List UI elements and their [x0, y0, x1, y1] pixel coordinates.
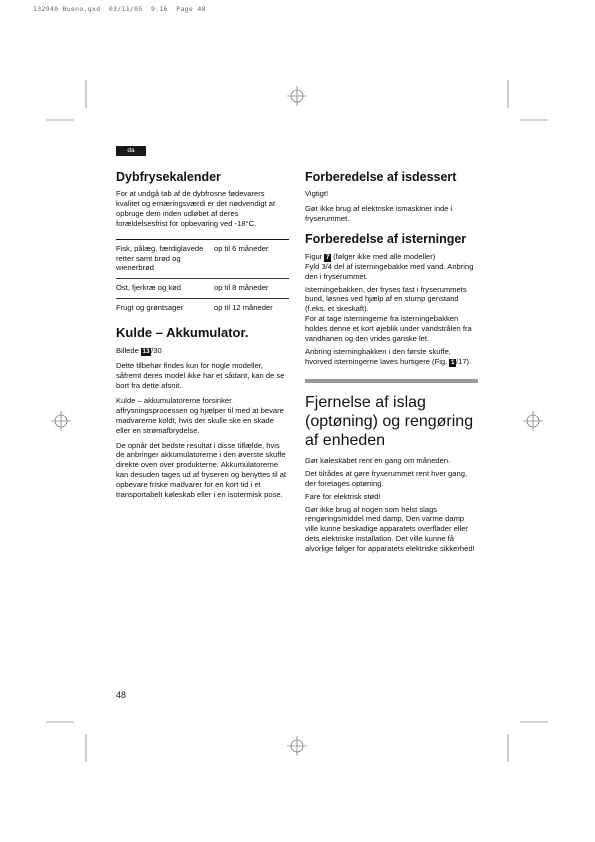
figure-reference: Figur 7 (følger ikke med alle modeller)	[305, 251, 436, 261]
food-cell: Frugt og grøntsager	[116, 303, 184, 313]
time-cell: op til 6 måneder	[214, 243, 269, 253]
food-cell: Ost, fjerkræ og kød	[116, 283, 181, 293]
heading-ice-cubes: Forberedelse af isterninger	[305, 231, 467, 246]
warning-text: Fare for elektrisk stød!	[305, 491, 381, 501]
table-row	[116, 279, 289, 299]
figure-number-badge: 7	[325, 253, 330, 261]
heading-defrosting-cleaning: Fjernelse af islag (optøning) og rengøring af enheden	[305, 393, 474, 449]
figure-number-badge: 1	[450, 358, 455, 366]
storage-table	[116, 239, 289, 319]
registration-mark-right	[523, 411, 543, 431]
intro-text: For at undgå tab af de dybfrosne fødevarers kvalitet og ernæringsværdi er det nødvendigt at opbruge dem inden udløbet af deres forældelsesfrist for opbevaring ved -18°C.	[116, 189, 276, 228]
paragraph: Gør køleskabet rent en gang om måneden.	[305, 455, 451, 465]
heading-ice-dessert: Forberedelse af isdessert	[305, 170, 457, 184]
page-number: 48	[116, 690, 127, 700]
registration-mark-top	[287, 86, 307, 106]
paragraph: Kulde – akkumulatorerne forsinker affrysningsprocessen og hjælper til med at bevare madvarerne koldt, hvis der skulle ske en skade eller en strømafbrydelse.	[116, 395, 284, 435]
figure-number-badge: 13	[142, 348, 150, 356]
right-column	[305, 170, 478, 554]
paragraph: De opnår det bedste resultat i disse tilfælde, hvis de anbringer akkumulatorerne i den øverste skuffe direkte oven over produkterne. Akkumulatorerne kan desuden tages ud af fryseren og benyttes til at opbevare friske madvarer for en kort tid i et transportabelt køleskab eller i en isotermisk pose.	[116, 440, 287, 500]
paragraph: Anbring isterningbakken i den første skuffe, hvorved isterningerne laves hurtigere (Fig. 1 /17).	[305, 346, 472, 366]
heading-freezer-calendar: Dybfrysekalender	[116, 170, 221, 184]
table-row	[116, 299, 289, 318]
section-divider	[305, 379, 478, 383]
paragraph: Gør ikke brug af nogen som helst slags rengøringsmiddel med damp. Den varme damp ville kunne beskadige apparatets overflader eller dets elektriske installation. Det ville kunne få alvorlige følger for apparatets elektriske sikkerhed!	[305, 504, 475, 554]
registration-mark-bottom	[287, 736, 307, 756]
food-cell: Fisk, pålæg, færdiglavede retter samt brød og wienerbrød	[116, 243, 204, 273]
time-cell: op til 12 måneder	[214, 303, 273, 313]
paragraph: Fyld 3/4 del af isterningebakke med vand. Anbring den i fryserummet.	[305, 261, 474, 281]
paragraph: For at tage isterningerne fra isterningebakken holdes denne et kort øjeblik under vandstrålen fra vandhanen og den vrides ganske let.	[305, 314, 472, 344]
paragraph: Gør ikke brug af elektriske ismaskiner inde i fryserummet.	[305, 203, 453, 223]
heading-cold-accumulator: Kulde – Akkumulator.	[116, 325, 249, 341]
table-row	[116, 239, 289, 279]
registration-mark-left	[51, 411, 71, 431]
figure-reference: Billede 13 /30	[116, 346, 162, 356]
paragraph: Det tilrådes at gøre fryserummet rent hver gang, der foretages optøning.	[305, 468, 468, 488]
print-slug: 132940 Bueno.qxd 03/11/05 9:16 Page 48	[33, 5, 206, 13]
language-tag: da	[116, 146, 146, 156]
left-column	[116, 170, 289, 500]
time-cell: op til 8 måneder	[214, 283, 269, 293]
important-note: Vigtigt!	[305, 189, 329, 198]
paragraph: Dette tilbehør findes kun for nogle modeller, såfremt deres model ikke har et sådant, kan de se bort fra dette afsnit.	[116, 361, 285, 390]
paragraph: Isterningebakken, der fryses fast i fryserummets bund, løsnes ved hjælp af en stump genstand (f.eks. et skeskaft).	[305, 284, 467, 314]
